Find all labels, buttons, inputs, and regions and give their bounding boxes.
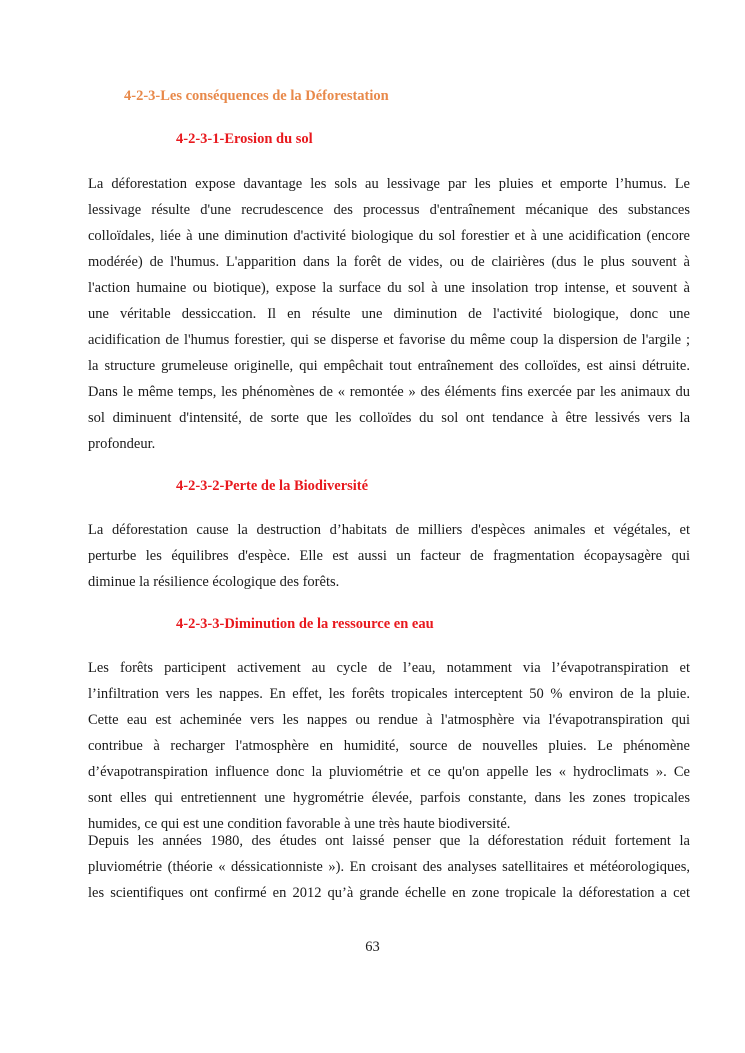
text-line: l’infiltration vers les nappes. En effet, les forêts tropicales interceptent 50 % environ de la pluie. bbox=[88, 686, 690, 702]
text-line: contribue à recharger l'atmosphère en humidité, source de nouvelles pluies. Le phénomène bbox=[88, 738, 690, 754]
text-line: La déforestation cause la destruction d’habitats de milliers d'espèces animales et végétales, et bbox=[88, 522, 690, 538]
text-line: Cette eau est acheminée vers les nappes ou rendue à l'atmosphère via l'évapotranspiration qui bbox=[88, 712, 690, 728]
text-line: colloïdales, liée à une diminution d'activité biologique du sol forestier et à une acidification (encore bbox=[88, 228, 690, 244]
paragraph-biodiversity bbox=[88, 517, 690, 595]
page-number: 63 bbox=[365, 939, 380, 955]
subsection-heading-water: 4-2-3-3-Diminution de la ressource en eau bbox=[176, 616, 434, 632]
paragraph-rainfall bbox=[88, 828, 690, 906]
text-line: une véritable dessiccation. Il en résulte une diminution de l'activité biologique, donc une bbox=[88, 306, 690, 322]
paragraph-water-cycle bbox=[88, 655, 690, 837]
text-line: sol diminuent d'intensité, de sorte que les colloïdes du sol ont tendance à être lessivés vers la bbox=[88, 410, 690, 426]
subsection-heading-erosion: 4-2-3-1-Erosion du sol bbox=[176, 131, 313, 147]
text-line: lessivage résulte d'une recrudescence des processus d'entraînement mécanique des substances bbox=[88, 202, 690, 218]
text-line: profondeur. bbox=[88, 436, 156, 452]
text-line: humides, ce qui est une condition favorable à une très haute biodiversité. bbox=[88, 816, 511, 832]
text-line: sont elles qui entretiennent une hygrométrie élevée, parfois constante, dans les zones tropicales bbox=[88, 790, 690, 806]
text-line: La déforestation expose davantage les sols au lessivage par les pluies et emporte l’humus. Le bbox=[88, 176, 690, 192]
text-line: pluviométrie (théorie « déssicationniste »). En croisant des analyses satellitaires et météorologiques, bbox=[88, 859, 690, 875]
section-heading: 4-2-3-Les conséquences de la Déforestation bbox=[124, 88, 389, 104]
text-line: acidification de l'humus forestier, qui se disperse et favorise du même coup la dispersion de l'argile ; bbox=[88, 332, 690, 348]
paragraph-erosion bbox=[88, 171, 690, 457]
text-line: Depuis les années 1980, des études ont laissé penser que la déforestation réduit fortement la bbox=[88, 833, 690, 849]
text-line: diminue la résilience écologique des forêts. bbox=[88, 574, 340, 590]
text-line: la structure grumeleuse originelle, qui empêchait tout entraînement des colloïdes, est ainsi détruite. bbox=[88, 358, 690, 374]
text-line: perturbe les équilibres d'espèce. Elle est aussi un facteur de fragmentation écopaysagère qui bbox=[88, 548, 690, 564]
text-line: Dans le même temps, les phénomènes de « remontée » des éléments fins exercée par les animaux du bbox=[88, 384, 690, 400]
text-line: d’évapotranspiration influence donc la pluviométrie et ce qu'on appelle les « hydroclimats ». Ce bbox=[88, 764, 690, 780]
text-line: les scientifiques ont confirmé en 2012 qu’à grande échelle en zone tropicale la déforestation a cet bbox=[88, 885, 690, 901]
text-line: Les forêts participent activement au cycle de l’eau, notamment via l’évapotranspiration et bbox=[88, 660, 690, 676]
text-line: modérée) de l'humus. L'apparition dans la forêt de vides, ou de clairières (dus le plus souvent à bbox=[88, 254, 690, 270]
subsection-heading-biodiversity: 4-2-3-2-Perte de la Biodiversité bbox=[176, 478, 369, 494]
text-line: l'action humaine ou biotique), expose la surface du sol à une insolation trop intense, et souvent à bbox=[88, 280, 690, 296]
